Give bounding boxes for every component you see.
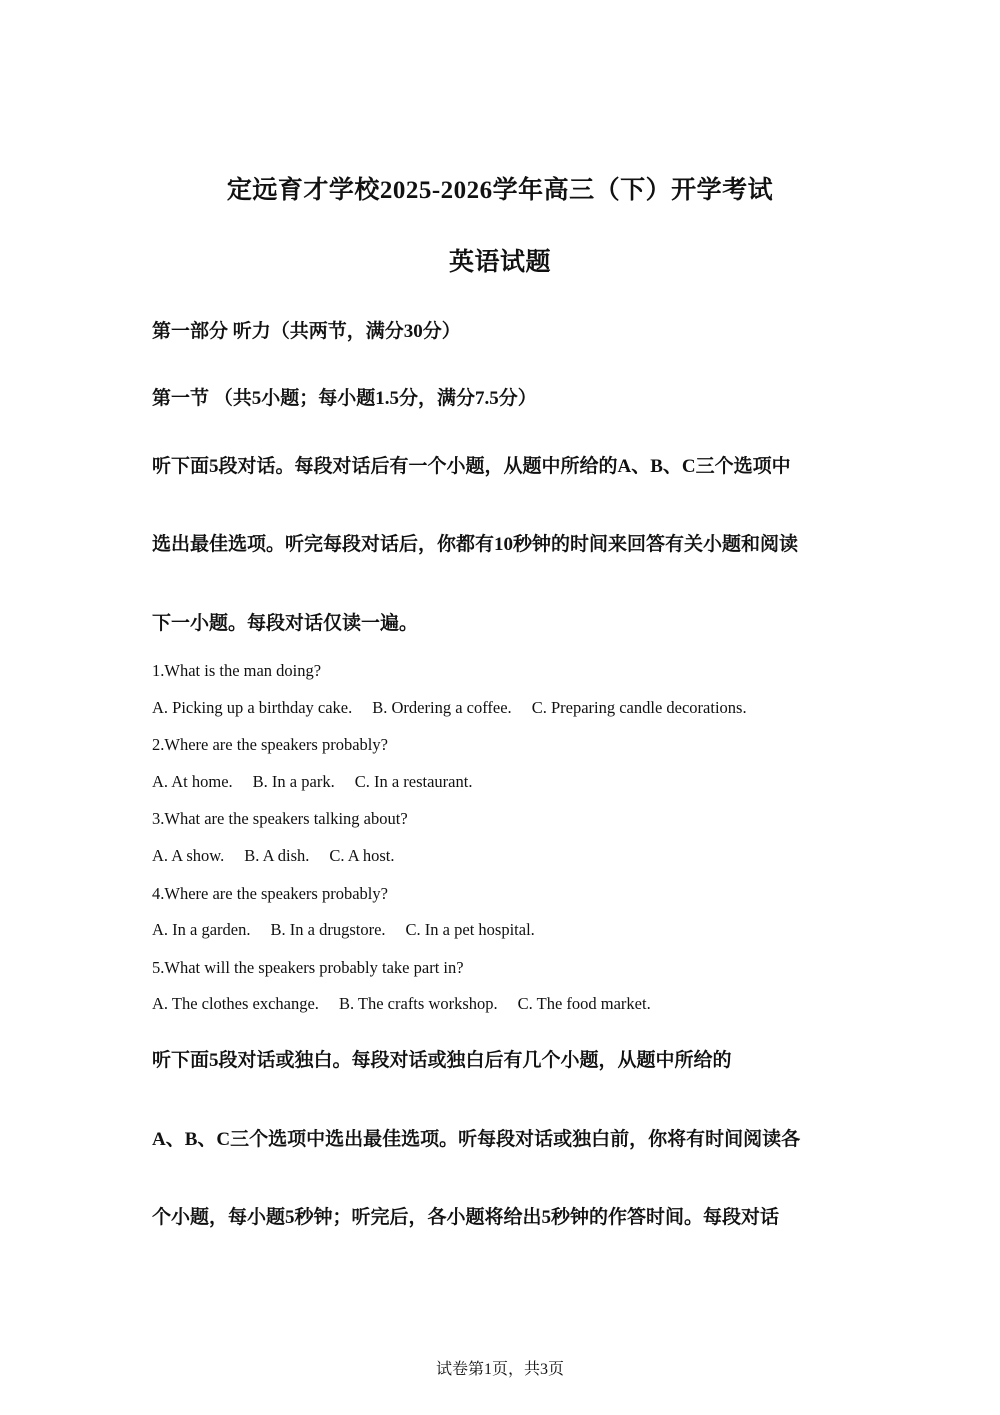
option-a: A. In a garden. <box>152 920 251 939</box>
question-stem: 5.What will the speakers probably take part in? <box>152 958 464 977</box>
question-options <box>152 920 535 940</box>
option-c: C. The food market. <box>517 994 651 1013</box>
question-options <box>152 846 395 866</box>
option-a: A. A show. <box>152 846 225 865</box>
question-options <box>152 772 472 792</box>
section1-instruction-line: 下一小题。每段对话仅读一遍。 <box>152 613 419 634</box>
option-a: A. Picking up a birthday cake. <box>152 698 353 717</box>
page-number-footer: 试卷第1页，共3页 <box>435 1361 564 1378</box>
section2-instruction-line: 个小题，每小题5秒钟；听完后，各小题将给出5秒钟的作答时间。每段对话 <box>152 1207 780 1228</box>
section2-instruction-line: A、B、C三个选项中选出最佳选项。听每段对话或独白前，你将有时间阅读各 <box>152 1129 801 1150</box>
question-stem: 3.What are the speakers talking about? <box>152 809 408 828</box>
section1-heading: 第一节 （共5小题；每小题1.5分，满分7.5分） <box>152 388 537 409</box>
option-b: B. A dish. <box>244 846 310 865</box>
question-stem: 4.Where are the speakers probably? <box>152 884 388 903</box>
exam-subtitle: 英语试题 <box>448 249 551 276</box>
option-b: B. In a drugstore. <box>270 920 386 939</box>
section1-instruction-line: 听下面5段对话。每段对话后有一个小题，从题中所给的A、B、C三个选项中 <box>152 456 791 477</box>
option-b: B. The crafts workshop. <box>338 994 498 1013</box>
option-b: B. In a park. <box>252 772 335 791</box>
section2-instruction-line: 听下面5段对话或独白。每段对话或独白后有几个小题，从题中所给的 <box>152 1050 732 1071</box>
option-a: A. At home. <box>152 772 233 791</box>
option-b: B. Ordering a coffee. <box>372 698 512 717</box>
option-c: C. Preparing candle decorations. <box>531 698 747 717</box>
question-options <box>152 994 651 1014</box>
option-c: C. In a pet hospital. <box>405 920 535 939</box>
option-c: C. In a restaurant. <box>354 772 473 791</box>
exam-title: 定远育才学校2025-2026学年高三（下）开学考试 <box>226 177 774 204</box>
part1-heading: 第一部分 听力（共两节，满分30分） <box>152 321 461 342</box>
option-a: A. The clothes exchange. <box>152 994 319 1013</box>
section1-instruction-line: 选出最佳选项。听完每段对话后，你都有10秒钟的时间来回答有关小题和阅读 <box>152 534 799 555</box>
question-options <box>152 698 747 718</box>
question-stem: 2.Where are the speakers probably? <box>152 735 388 754</box>
option-c: C. A host. <box>329 846 395 865</box>
question-stem: 1.What is the man doing? <box>152 661 322 680</box>
